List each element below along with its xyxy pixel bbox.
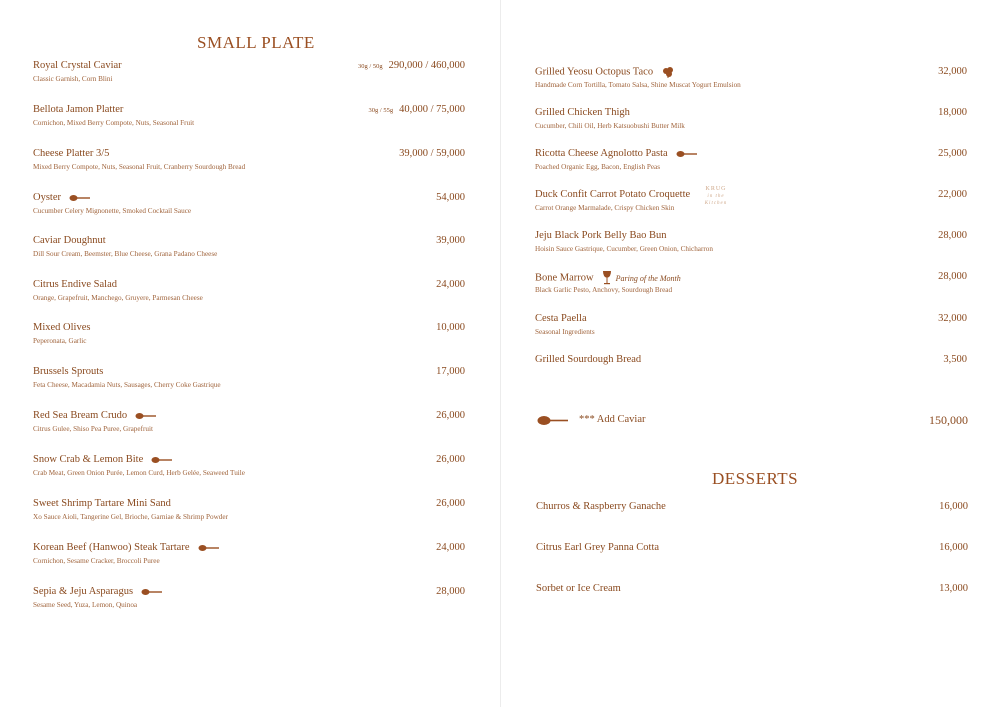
spoon-icon bbox=[141, 588, 163, 596]
menu-item bbox=[33, 366, 465, 389]
menu-item bbox=[535, 354, 967, 368]
menu-item bbox=[33, 454, 465, 477]
item-price: 10,000 bbox=[436, 322, 465, 333]
item-price: 24,000 bbox=[436, 279, 465, 290]
item-price: 28,000 bbox=[938, 271, 967, 282]
menu-item bbox=[536, 501, 968, 515]
item-name: Oyster bbox=[33, 192, 61, 203]
item-name: Citrus Earl Grey Panna Cotta bbox=[536, 542, 660, 553]
item-name: Brussels Sprouts bbox=[33, 366, 104, 377]
item-price: 18,000 bbox=[938, 107, 967, 118]
add-caviar-price: 150,000 bbox=[929, 413, 968, 427]
menu-item bbox=[33, 104, 465, 127]
item-description: Crab Meat, Green Onion Purée, Lemon Curd, Herb Gelée, Seaweed Tuile bbox=[33, 469, 245, 477]
pairing-tag: Paring of the Month bbox=[615, 273, 681, 283]
item-description: Handmade Corn Tortilla, Tomato Salsa, Shine Muscat Yogurt Emulsion bbox=[535, 81, 741, 89]
item-name: Citrus Endive Salad bbox=[33, 279, 117, 290]
item-price: 22,000 bbox=[938, 189, 967, 200]
item-price: 32,000 bbox=[938, 313, 967, 324]
item-size: 30g / 50g bbox=[358, 63, 383, 70]
item-name: Caviar Doughnut bbox=[33, 235, 106, 246]
menu-item bbox=[33, 192, 465, 215]
menu-item bbox=[33, 279, 465, 302]
item-name: Churros & Raspberry Ganache bbox=[536, 501, 666, 512]
wine-glass-icon bbox=[602, 271, 612, 285]
spoon-icon bbox=[198, 544, 220, 552]
item-price: 26,000 bbox=[436, 454, 465, 465]
item-name: Korean Beef (Hanwoo) Steak Tartare bbox=[33, 542, 190, 553]
menu-item bbox=[536, 542, 968, 556]
item-name: Mixed Olives bbox=[33, 322, 91, 333]
item-name: Ricotta Cheese Agnolotto Pasta bbox=[535, 148, 668, 159]
item-price: 24,000 bbox=[436, 542, 465, 553]
item-size: 30g / 55g bbox=[368, 107, 394, 114]
menu-item bbox=[535, 271, 967, 294]
item-price: 13,000 bbox=[939, 583, 968, 594]
krug-badge bbox=[701, 186, 731, 207]
item-price: 25,000 bbox=[938, 148, 967, 159]
menu-item bbox=[33, 60, 465, 83]
item-description: Carrot Orange Marmalade, Crispy Chicken Skin bbox=[535, 204, 675, 212]
item-price: 16,000 bbox=[939, 542, 968, 553]
item-price: 54,000 bbox=[436, 192, 465, 203]
item-description: Black Garlic Pesto, Anchovy, Sourdough Bread bbox=[535, 286, 673, 294]
item-price: 16,000 bbox=[939, 501, 968, 512]
item-name: Duck Confit Carrot Potato Croquette bbox=[535, 189, 691, 200]
item-description: Peperonata, Garlic bbox=[33, 337, 87, 345]
menu-item bbox=[33, 542, 465, 565]
item-description: Seasonal Ingredients bbox=[535, 328, 595, 336]
item-description: Classic Garnish, Corn Blini bbox=[33, 75, 113, 83]
item-price: 28,000 bbox=[938, 230, 967, 241]
spoon-icon bbox=[69, 194, 91, 202]
item-description: Cucumber Celery Mignonette, Smoked Cocktail Sauce bbox=[33, 207, 192, 215]
spoon-icon bbox=[676, 150, 698, 158]
item-description: Hoisin Sauce Gastrique, Cucumber, Green Onion, Chicharron bbox=[535, 245, 713, 253]
item-description: Sesame Seed, Yuza, Lemon, Quinoa bbox=[33, 601, 138, 609]
item-price: 32,000 bbox=[938, 66, 967, 77]
item-name: Sorbet or Ice Cream bbox=[536, 583, 621, 594]
item-price: 28,000 bbox=[436, 586, 465, 597]
menu-item bbox=[535, 107, 967, 130]
item-name: Sweet Shrimp Tartare Mini Sand bbox=[33, 498, 171, 509]
item-description: Cornichon, Sesame Cracker, Broccoli Puree bbox=[33, 557, 160, 565]
spoon-icon bbox=[135, 412, 157, 420]
item-name: Jeju Black Pork Belly Bao Bun bbox=[535, 230, 667, 241]
item-description: Poached Organic Egg, Bacon, English Peas bbox=[535, 163, 661, 171]
menu-item bbox=[33, 586, 465, 609]
menu-item bbox=[33, 410, 465, 433]
item-price: 40,000 / 75,000 bbox=[399, 104, 465, 115]
item-name: Red Sea Bream Crudo bbox=[33, 410, 128, 421]
item-description: Xo Sauce Aioli, Tangerine Gel, Brioche, Garniae & Shrimp Powder bbox=[33, 513, 228, 521]
item-name: Royal Crystal Caviar bbox=[33, 60, 122, 71]
menu-item bbox=[535, 66, 967, 89]
item-price: 17,000 bbox=[436, 366, 465, 377]
menu-item bbox=[33, 322, 465, 345]
item-name: Cheese Platter 3/5 bbox=[33, 148, 110, 159]
menu-item bbox=[535, 230, 967, 253]
add-caviar-row bbox=[537, 412, 968, 430]
desserts-title: DESSERTS bbox=[712, 469, 799, 488]
item-price: 26,000 bbox=[436, 410, 465, 421]
item-description: Feta Cheese, Macadamia Nuts, Sausages, Cherry Coke Gastrique bbox=[33, 381, 221, 389]
item-price: 3,500 bbox=[943, 354, 967, 365]
item-name: Snow Crab & Lemon Bite bbox=[33, 454, 144, 465]
menu-item bbox=[33, 148, 465, 171]
menu-item bbox=[535, 148, 967, 171]
spoon-icon bbox=[151, 456, 173, 464]
item-name: Grilled Yeosu Octopus Taco bbox=[535, 66, 654, 78]
krug-badge-label: KRUG bbox=[705, 186, 727, 192]
item-description: Dill Sour Cream, Beemster, Blue Cheese, Grana Padano Cheese bbox=[33, 250, 218, 258]
item-price: 290,000 / 460,000 bbox=[388, 60, 465, 71]
item-description: Mixed Berry Compote, Nuts, Seasonal Fruit, Cranberry Sourdough Bread bbox=[33, 163, 246, 171]
item-description: Cornichon, Mixed Berry Compote, Nuts, Seasonal Fruit bbox=[33, 119, 195, 127]
item-description: Citrus Gulee, Shiso Pea Puree, Grapefruit bbox=[33, 425, 153, 433]
menu-item bbox=[33, 235, 465, 258]
item-description: Orange, Grapefruit, Manchego, Gruyere, Parmesan Cheese bbox=[33, 294, 203, 302]
item-name: Cesta Paella bbox=[535, 313, 587, 324]
item-name: Sepia & Jeju Asparagus bbox=[33, 586, 134, 597]
item-price: 39,000 / 59,000 bbox=[399, 148, 465, 159]
item-name: Grilled Chicken Thigh bbox=[535, 107, 630, 118]
item-name: Bellota Jamon Platter bbox=[33, 104, 124, 115]
right-page bbox=[500, 0, 1000, 707]
item-name: Bone Marrow bbox=[535, 272, 594, 284]
menu-item bbox=[33, 498, 465, 521]
item-price: 26,000 bbox=[436, 498, 465, 509]
menu-item bbox=[536, 583, 968, 597]
small-plate-title: SMALL PLATE bbox=[197, 33, 315, 52]
spoon-icon bbox=[537, 415, 569, 426]
leaf-icon bbox=[661, 66, 675, 78]
menu-item bbox=[535, 313, 967, 336]
menu-item bbox=[535, 189, 967, 212]
item-description: Cucumber, Chili Oil, Herb Katsuobushi Butter Milk bbox=[535, 122, 685, 130]
item-name: Grilled Sourdough Bread bbox=[535, 354, 642, 365]
krug-badge-sub: in the Kitchen bbox=[704, 194, 728, 206]
item-price: 39,000 bbox=[436, 235, 465, 246]
add-caviar-label: *** Add Caviar bbox=[579, 414, 646, 425]
